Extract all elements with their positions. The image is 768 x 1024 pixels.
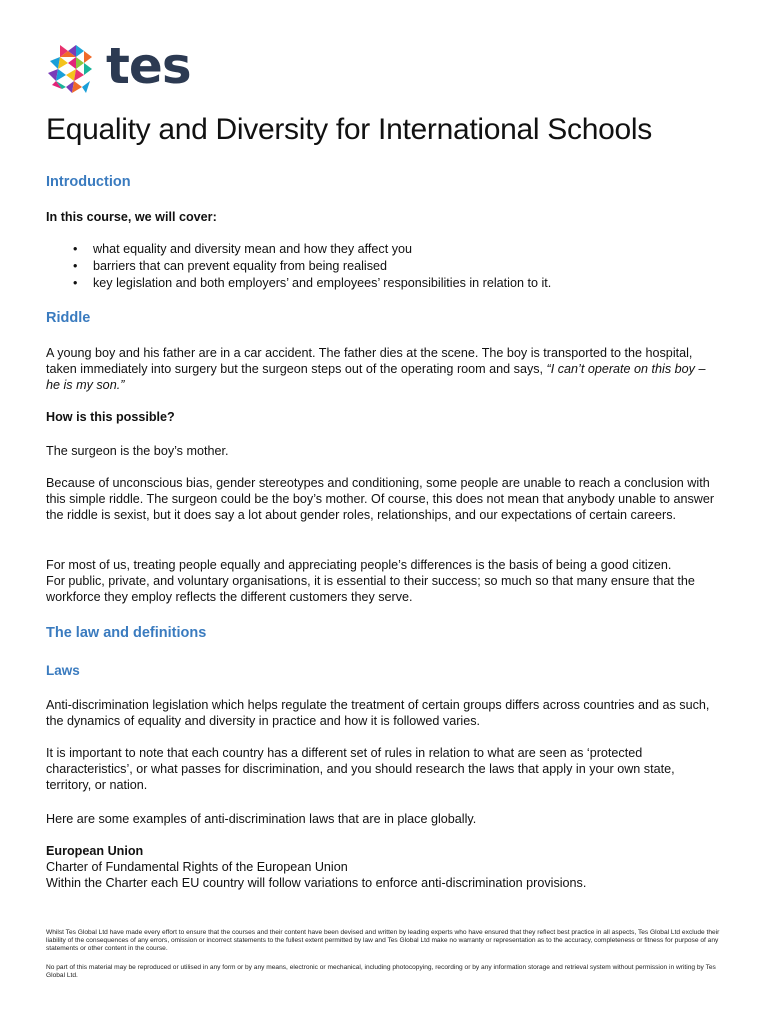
eu-block	[46, 843, 722, 892]
riddle-quote: “I can’t operate on this boy – he is my son.”	[46, 362, 706, 393]
list-item: • key legislation and both employers’ and employees’ responsibilities in relation to it.	[73, 276, 552, 290]
riddle-answer: The surgeon is the boy’s mother.	[46, 444, 229, 458]
footer-disclaimer: Whilst Tes Global Ltd have made every effort to ensure that the courses and their content have been devised and written by leading experts who have ensured that they reflect best practice in all aspects, Tes Global Ltd exclude their liability of the consequences of any errors, omission or incorrect statements to the fullest extent permitted by law and Tes Global Ltd make no warranty or representation as to the accuracy, completeness or fitness for purpose of any statements or other content in the course.	[46, 929, 720, 952]
bullet-icon: •	[73, 242, 78, 256]
course-topics-list	[46, 241, 722, 292]
introduction-heading: Introduction	[46, 174, 131, 190]
riddle-question: How is this possible?	[46, 410, 175, 424]
citizen-paragraph: For most of us, treating people equally and appreciating people’s differences is the basis of being a good citizen. For public, private, and voluntary organisations, it is essential to their success; so much so that many ensure that the workforce they employ reflects the different customers they serve.	[46, 558, 695, 605]
riddle-heading: Riddle	[46, 310, 91, 326]
riddle-story: A young boy and his father are in a car accident. The father dies at the scene. The boy is transported to the hospital, taken immediately into surgery but the surgeon steps out of the operating room and says, “I can’t operate on this boy – he is my son.”	[46, 346, 706, 393]
bullet-icon: •	[73, 276, 78, 290]
tes-logo-mark-icon	[46, 43, 104, 97]
law-paragraph-3: Here are some examples of anti-discrimination laws that are in place globally.	[46, 812, 477, 826]
eu-heading: European Union	[46, 844, 144, 858]
tes-logo	[46, 37, 206, 98]
course-cover-lead: In this course, we will cover:	[46, 210, 217, 224]
riddle-explanation: Because of unconscious bias, gender stereotypes and conditioning, some people are unable to reach a conclusion with this simple riddle. The surgeon could be the boy’s mother. Of course, this does not mean that anybody unable to answer the riddle is sexist, but it does say a lot about gender roles, relationships, and our expectations of certain careers.	[46, 476, 715, 523]
footer-copyright: No part of this material may be reproduced or utilised in any form or by any means, electronic or mechanical, including photocopying, recording or by any information storage and retrieval system without permission in writing by Tes Global Ltd.	[46, 964, 716, 979]
document-title: Equality and Diversity for International Schools	[46, 113, 652, 146]
tes-wordmark: tes	[106, 37, 191, 95]
eu-charter: Charter of Fundamental Rights of the European Union	[46, 860, 348, 875]
list-item: • barriers that can prevent equality from being realised	[73, 259, 388, 273]
law-paragraph-2: It is important to note that each country has a different set of rules in relation to what are seen as ‘protected characteristics’, or what passes for discrimination, and you should research the laws that apply in your own state, territory, or nation.	[46, 746, 675, 793]
law-paragraph-1: Anti-discrimination legislation which helps regulate the treatment of certain groups differs across countries and as such, the dynamics of equality and diversity in practice and how it is followed varies.	[46, 698, 710, 729]
laws-subheading: Laws	[46, 663, 80, 678]
law-heading: The law and definitions	[46, 625, 207, 641]
eu-charter-note: Within the Charter each EU country will follow variations to enforce anti-discrimination provisions.	[46, 876, 587, 891]
bullet-icon: •	[73, 259, 78, 273]
list-item: • what equality and diversity mean and how they affect you	[73, 242, 413, 256]
